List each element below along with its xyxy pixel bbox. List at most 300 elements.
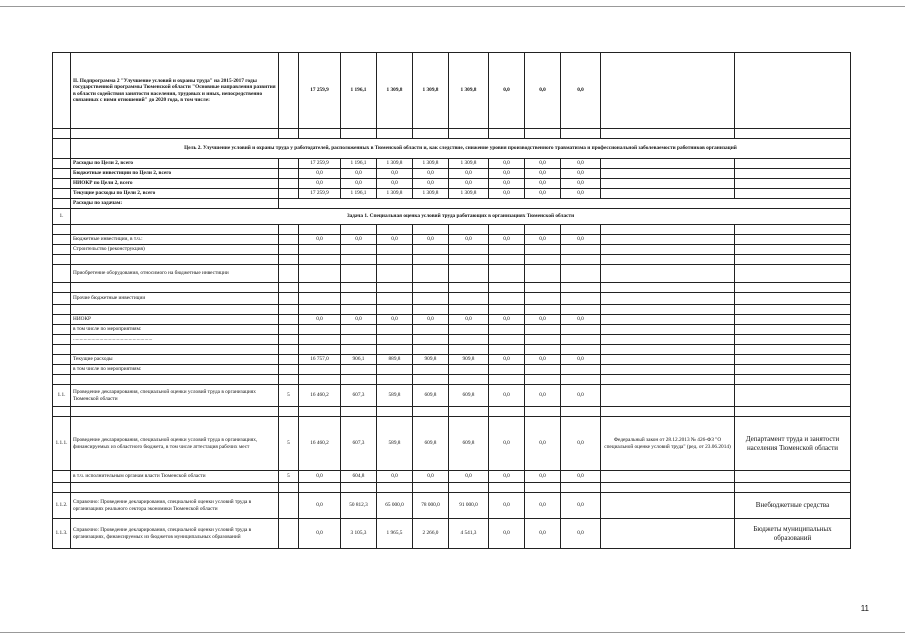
table-cell: 0,0 (299, 169, 341, 179)
table-cell (71, 305, 279, 315)
table-cell: 609,8 (413, 417, 449, 471)
table-cell (525, 365, 561, 375)
table-cell (561, 407, 601, 417)
table-cell: Текущие расходы по Цели 2, всего (71, 189, 279, 199)
table-cell (561, 365, 601, 375)
table-cell (279, 293, 299, 305)
table-cell (53, 375, 71, 385)
table-cell: 0,0 (341, 179, 377, 189)
table-cell (53, 189, 71, 199)
table-cell (341, 245, 377, 255)
table-cell: Справочно: Проведение декларирования, специальной оценки условий труда в организациях реального сектора экономики Тюменской области (71, 493, 279, 519)
table-cell: Приобретение оборудования, относимого на бюджетные инвестиции (71, 265, 279, 283)
table-cell: 0,0 (341, 169, 377, 179)
table-row (53, 315, 851, 325)
table-cell: Строительство (реконструкция) (71, 245, 279, 255)
table-cell (53, 407, 71, 417)
table-cell: 1.1.3. (53, 519, 71, 549)
table-cell: 0,0 (525, 179, 561, 189)
table-cell (377, 225, 413, 235)
table-cell (449, 265, 489, 283)
table-row (53, 471, 851, 483)
table-cell (377, 325, 413, 335)
table-cell (413, 129, 449, 139)
table-cell: Прочие бюджетные инвестиции (71, 293, 279, 305)
table-cell (735, 235, 851, 245)
table-cell (299, 225, 341, 235)
table-cell (525, 375, 561, 385)
table-cell: 0,0 (561, 493, 601, 519)
table-cell (279, 235, 299, 245)
table-cell (735, 375, 851, 385)
table-cell (413, 225, 449, 235)
table-cell: 0,0 (489, 169, 525, 179)
tasks-header: Расходы по задачам: (71, 199, 279, 209)
table-cell: 1 309,8 (413, 189, 449, 199)
table-cell (71, 375, 279, 385)
table-cell (601, 471, 735, 483)
table-cell: 0,0 (489, 493, 525, 519)
table-cell: 0,0 (525, 417, 561, 471)
table-cell (525, 305, 561, 315)
table-cell (413, 283, 449, 293)
table-cell (377, 293, 413, 305)
table-cell (735, 355, 851, 365)
table-cell: 0,0 (525, 471, 561, 483)
table-row (53, 493, 851, 519)
table-cell (53, 235, 71, 245)
table-cell (561, 265, 601, 283)
table-cell (489, 265, 525, 283)
table-cell (279, 283, 299, 293)
table-cell (53, 325, 71, 335)
table-cell (449, 293, 489, 305)
table-row (53, 385, 851, 407)
table-cell (299, 293, 341, 305)
table-cell: 0,0 (489, 471, 525, 483)
table-cell: 1.1. (53, 385, 71, 407)
table-row (53, 129, 851, 139)
table-cell (71, 483, 279, 493)
table-cell (377, 375, 413, 385)
table-cell (561, 225, 601, 235)
table-cell: 0,0 (449, 235, 489, 245)
table-cell (735, 483, 851, 493)
table-cell: Текущие расходы (71, 355, 279, 365)
table-cell: 0,0 (299, 315, 341, 325)
table-cell: 0,0 (413, 235, 449, 245)
table-cell (489, 293, 525, 305)
table-cell (341, 283, 377, 293)
table-cell (449, 255, 489, 265)
table-cell (735, 189, 851, 199)
table-row (53, 139, 851, 159)
subprogram-label: II. Подпрограмма 2 "Улучшение условий и охраны труда" на 2015-2017 годы государственной программы Тюменской области "Основные направления развития в области содействия занятости населения, трудовых и иных, непосредственно связанных с ними отношений" до 2020 года, в том числе: (71, 53, 279, 129)
table-cell: 16 460,2 (299, 385, 341, 407)
table-cell (735, 325, 851, 335)
table-cell: 1 309,8 (449, 159, 489, 169)
table-cell (341, 335, 377, 345)
table-cell: 0,0 (449, 169, 489, 179)
table-cell (525, 265, 561, 283)
table-cell (53, 53, 71, 129)
table-cell (489, 407, 525, 417)
table-cell (525, 335, 561, 345)
table-cell (413, 293, 449, 305)
table-cell (341, 375, 377, 385)
table-cell: 16 460,2 (299, 417, 341, 471)
table-cell (601, 345, 735, 355)
table-cell (413, 325, 449, 335)
table-cell (341, 325, 377, 335)
table-cell (735, 159, 851, 169)
table-cell (413, 255, 449, 265)
table-cell (71, 345, 279, 355)
table-cell (735, 365, 851, 375)
table-cell (53, 139, 71, 159)
table-cell (279, 375, 299, 385)
table-cell (341, 345, 377, 355)
table-cell (279, 305, 299, 315)
table-row (53, 245, 851, 255)
table-cell: 0,0 (561, 385, 601, 407)
table-cell (299, 305, 341, 315)
table-cell (341, 129, 377, 139)
table-cell: 16 757,0 (299, 355, 341, 365)
table-row (53, 325, 851, 335)
table-cell (279, 519, 299, 549)
table-cell: 589,8 (377, 385, 413, 407)
table-cell (489, 225, 525, 235)
table-cell: 0,0 (489, 519, 525, 549)
table-cell (601, 519, 735, 549)
table-cell: 0,0 (299, 493, 341, 519)
table-cell (299, 283, 341, 293)
table-cell (601, 169, 735, 179)
table-cell (449, 325, 489, 335)
goal-title: Цель 2. Улучшение условий и охраны труда у работодателей, расположенных в Тюменской области и, как следствие, снижение уровня производственного травматизма и профессиональной заболеваемости работников организаций (71, 139, 851, 159)
table-cell (53, 305, 71, 315)
table-cell: Бюджетные инвестиции, в т.ч.: (71, 235, 279, 245)
table-cell (449, 375, 489, 385)
table-cell (601, 335, 735, 345)
table-cell (279, 199, 851, 209)
table-row (53, 305, 851, 315)
table-cell: 50 812,3 (341, 493, 377, 519)
table-cell: Проведение декларирования, специальной оценки условий труда в организациях Тюменской области (71, 385, 279, 407)
table-cell (299, 325, 341, 335)
table-cell (299, 129, 341, 139)
table-cell (601, 179, 735, 189)
table-cell (735, 471, 851, 483)
table-cell (279, 345, 299, 355)
table-cell (279, 245, 299, 255)
table-cell (601, 189, 735, 199)
table-cell (299, 483, 341, 493)
table-cell: 0,0 (489, 315, 525, 325)
table-cell (735, 265, 851, 283)
table-cell: ............................................................ (71, 335, 279, 345)
table-cell (341, 265, 377, 283)
table-cell (413, 335, 449, 345)
table-cell (525, 129, 561, 139)
table-cell: 1 309,8 (413, 53, 449, 129)
table-row (53, 417, 851, 471)
table-row (53, 225, 851, 235)
table-cell (561, 283, 601, 293)
table-cell: 0,0 (525, 315, 561, 325)
table-cell (377, 483, 413, 493)
table-cell (279, 225, 299, 235)
table-cell: Расходы по Цели 2, всего (71, 159, 279, 169)
table-cell (53, 315, 71, 325)
table-cell: 0,0 (489, 53, 525, 129)
table-cell (525, 225, 561, 235)
table-cell (53, 365, 71, 375)
table-cell (299, 375, 341, 385)
table-cell: 906,1 (341, 355, 377, 365)
table-cell (525, 255, 561, 265)
table-cell: 0,0 (525, 159, 561, 169)
table-cell: 0,0 (525, 169, 561, 179)
table-cell: 0,0 (561, 417, 601, 471)
table-cell: 65 000,0 (377, 493, 413, 519)
table-cell (279, 169, 299, 179)
table-row (53, 209, 851, 225)
table-cell (53, 255, 71, 265)
table-cell (377, 345, 413, 355)
table-row (53, 283, 851, 293)
table-cell (561, 345, 601, 355)
table-cell: 0,0 (561, 179, 601, 189)
table-row (53, 375, 851, 385)
table-cell (601, 325, 735, 335)
table-cell (561, 375, 601, 385)
table-cell: 909,8 (449, 355, 489, 365)
table-cell: 1 965,5 (377, 519, 413, 549)
table-cell: 4 541,3 (449, 519, 489, 549)
table-cell (735, 293, 851, 305)
table-cell (489, 325, 525, 335)
table-cell (377, 407, 413, 417)
table-row (53, 265, 851, 283)
table-cell (413, 265, 449, 283)
task-title: Задача 1. Специальная оценка условий труда работающих в организациях Тюменской области (71, 209, 851, 225)
table-cell (489, 283, 525, 293)
table-cell: 0,0 (299, 519, 341, 549)
table-cell: 0,0 (561, 53, 601, 129)
table-cell: 0,0 (377, 179, 413, 189)
table-cell (413, 365, 449, 375)
table-cell (735, 385, 851, 407)
table-cell (449, 305, 489, 315)
table-cell: 0,0 (561, 471, 601, 483)
table-cell (525, 293, 561, 305)
table-cell (71, 283, 279, 293)
table-cell (601, 375, 735, 385)
table-cell: 0,0 (561, 315, 601, 325)
table-cell: 0,0 (413, 179, 449, 189)
table-cell (279, 53, 299, 129)
table-cell: 5 (279, 471, 299, 483)
table-cell: НИОКР по Цели 2, всего (71, 179, 279, 189)
table-cell: 0,0 (525, 355, 561, 365)
table-cell (525, 283, 561, 293)
table-cell (735, 129, 851, 139)
table-cell (601, 385, 735, 407)
table-cell (489, 129, 525, 139)
table-cell: 909,8 (413, 355, 449, 365)
top-border-line (0, 6, 905, 7)
table-cell: в том числе по мероприятиям: (71, 365, 279, 375)
table-row (53, 293, 851, 305)
table-cell (341, 305, 377, 315)
table-cell: 0,0 (489, 159, 525, 169)
table-cell (601, 305, 735, 315)
table-cell (489, 255, 525, 265)
table-cell: 78 000,0 (413, 493, 449, 519)
table-row (53, 199, 851, 209)
table-cell: 0,0 (413, 315, 449, 325)
table-cell: 91 000,0 (449, 493, 489, 519)
table-cell (377, 335, 413, 345)
table-cell (341, 407, 377, 417)
table-cell (53, 483, 71, 493)
table-row (53, 345, 851, 355)
table-cell (413, 305, 449, 315)
table-cell (341, 255, 377, 265)
table-cell (279, 483, 299, 493)
table-cell (489, 305, 525, 315)
table-cell (53, 169, 71, 179)
table-cell: 609,8 (413, 385, 449, 407)
table-row (53, 519, 851, 549)
table-cell: в том числе по мероприятиям: (71, 325, 279, 335)
table-cell: 5 (279, 417, 299, 471)
table-cell: 1.1.1. (53, 417, 71, 471)
table-cell (71, 407, 279, 417)
table-cell: 0,0 (413, 471, 449, 483)
table-cell (735, 407, 851, 417)
table-cell: 604,8 (341, 471, 377, 483)
table-cell (561, 129, 601, 139)
table-cell (53, 129, 71, 139)
table-cell (377, 129, 413, 139)
table-row (53, 255, 851, 265)
table-cell: 1 309,8 (413, 159, 449, 169)
table-cell: 0,0 (561, 159, 601, 169)
table-cell (489, 245, 525, 255)
table-cell (341, 225, 377, 235)
table-row (53, 159, 851, 169)
table-cell: 0,0 (377, 235, 413, 245)
table-cell: 0,0 (413, 169, 449, 179)
table-cell (489, 335, 525, 345)
budget-table (52, 52, 851, 549)
table-cell: 0,0 (489, 385, 525, 407)
table-cell (735, 53, 851, 129)
table-cell: 609,8 (449, 417, 489, 471)
table-cell: 2 266,0 (413, 519, 449, 549)
table-cell (71, 255, 279, 265)
table-cell: 1 309,8 (377, 189, 413, 199)
table-cell: 1 309,8 (377, 159, 413, 169)
table-cell (525, 345, 561, 355)
table-cell (279, 159, 299, 169)
table-cell: 0,0 (299, 235, 341, 245)
table-cell (735, 179, 851, 189)
table-cell (279, 255, 299, 265)
table-cell (53, 335, 71, 345)
table-cell (449, 407, 489, 417)
table-cell (449, 335, 489, 345)
table-cell: 0,0 (525, 189, 561, 199)
table-cell (377, 255, 413, 265)
table-cell (449, 245, 489, 255)
table-cell (489, 483, 525, 493)
table-cell (525, 483, 561, 493)
table-cell (449, 365, 489, 375)
table-cell (299, 365, 341, 375)
table-cell: 0,0 (525, 235, 561, 245)
table-cell (601, 235, 735, 245)
table-cell (279, 365, 299, 375)
table-cell: 0,0 (561, 519, 601, 549)
table-cell: 1 309,8 (377, 53, 413, 129)
table-cell: Внебюджетные средства (735, 493, 851, 519)
table-cell (53, 245, 71, 255)
table-row (53, 335, 851, 345)
table-cell (735, 169, 851, 179)
table-cell (449, 129, 489, 139)
table-cell (53, 293, 71, 305)
table-cell (377, 265, 413, 283)
table-cell (413, 245, 449, 255)
table-cell (377, 365, 413, 375)
table-cell: 17 259,9 (299, 159, 341, 169)
table-row (53, 407, 851, 417)
table-cell: 0,0 (341, 235, 377, 245)
executor: Департамент труда и занятости населения Тюменской области (735, 417, 851, 471)
table-cell (601, 159, 735, 169)
table-cell (279, 407, 299, 417)
table-cell (561, 293, 601, 305)
table-cell (377, 305, 413, 315)
table-cell (299, 265, 341, 283)
table-cell: 5 (279, 385, 299, 407)
table-cell (279, 355, 299, 365)
table-row (53, 189, 851, 199)
table-cell: 1 196,1 (341, 189, 377, 199)
table-cell (561, 325, 601, 335)
table-cell (413, 375, 449, 385)
table-cell: 0,0 (377, 315, 413, 325)
table-cell: 0,0 (489, 355, 525, 365)
table-cell (279, 335, 299, 345)
table-cell: 17 259,9 (299, 53, 341, 129)
table-cell: 609,8 (449, 385, 489, 407)
table-cell (525, 325, 561, 335)
table-cell (525, 407, 561, 417)
table-cell: 1 196,1 (341, 159, 377, 169)
table-cell (299, 255, 341, 265)
table-cell: 0,0 (561, 189, 601, 199)
table-cell (561, 483, 601, 493)
table-cell (489, 365, 525, 375)
table-cell: 17 259,9 (299, 189, 341, 199)
table-cell (53, 225, 71, 235)
table-cell (601, 365, 735, 375)
